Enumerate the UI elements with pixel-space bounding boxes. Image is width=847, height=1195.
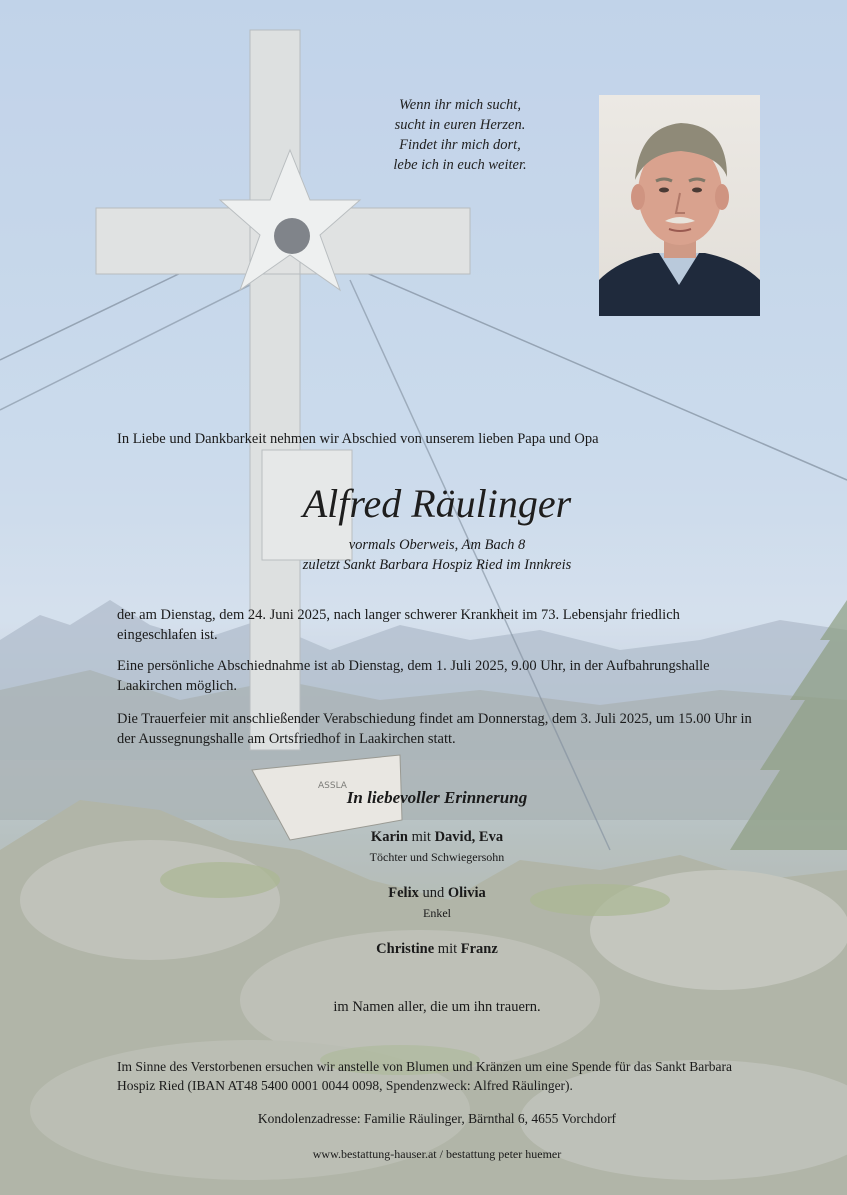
- former-address: vormals Oberweis, Am Bach 8: [348, 537, 526, 553]
- death-notice-paragraph: der am Dienstag, dem 24. Juni 2025, nach langer schwerer Krankheit im 73. Lebensjahr friedlich eingeschlafen ist.: [117, 607, 680, 643]
- mourner-name: Olivia: [447, 885, 486, 901]
- last-address: zuletzt Sankt Barbara Hospiz Ried im Innkreis: [302, 557, 572, 573]
- portrait-drawing: [599, 95, 760, 316]
- donation-notice: Im Sinne des Verstorbenen ersuchen wir anstelle von Blumen und Kränzen um eine Spende für das Sankt Barbara Hospiz Ried (IBAN AT48 5400 0001 0044 0098, Spendenzweck: Alfred Räulinger).: [117, 1059, 732, 1093]
- mourner-relation: Töchter und Schwiegersohn: [369, 850, 505, 864]
- mourner-name: Franz: [460, 941, 498, 957]
- mourner-name: Christine: [376, 941, 435, 957]
- closing-text: im Namen aller, die um ihn trauern.: [333, 999, 541, 1015]
- poem-line: lebe ich in euch weiter.: [393, 157, 527, 173]
- funeral-paragraph: Die Trauerfeier mit anschließender Verabschiedung findet am Donnerstag, dem 3. Juli 2025, um 15.00 Uhr in der Aussegnungshalle am Ortsfriedhof in Laakirchen statt.: [117, 711, 752, 747]
- remembrance-heading: In liebevoller Erinnerung: [346, 788, 528, 807]
- viewing-paragraph: Eine persönliche Abschiednahme ist ab Dienstag, dem 1. Juli 2025, 9.00 Uhr, in der Aufbahrungshalle Laakirchen möglich.: [117, 658, 710, 694]
- mourner-line: [0, 941, 847, 958]
- mourner-joiner: und: [418, 885, 448, 901]
- summit-sign-text: ASSLA: [318, 781, 347, 791]
- poem-line: Wenn ihr mich sucht,: [399, 97, 521, 113]
- deceased-name: Alfred Räulinger: [302, 481, 572, 526]
- funeral-home-website: www.bestattung-hauser.at / bestattung peter huemer: [312, 1147, 562, 1161]
- mourner-joiner: mit: [407, 829, 435, 845]
- condolence-address: Kondolenzadresse: Familie Räulinger, Bärnthal 6, 4655 Vorchdorf: [257, 1111, 617, 1126]
- portrait-photo: [599, 95, 760, 316]
- mourner-joiner: mit: [434, 941, 461, 957]
- poem-line: Findet ihr mich dort,: [399, 137, 521, 153]
- mourner-name: David, Eva: [434, 829, 504, 845]
- mourner-relation: Enkel: [423, 906, 451, 920]
- mourner-name: Felix: [388, 885, 419, 901]
- mourner-line: [0, 829, 847, 846]
- poem-line: sucht in euren Herzen.: [394, 117, 526, 133]
- intro-text: In Liebe und Dankbarkeit nehmen wir Abschied von unserem lieben Papa und Opa: [117, 431, 599, 447]
- poem: [360, 95, 560, 175]
- mourner-line: [0, 885, 847, 902]
- mourner-name: Karin: [370, 829, 408, 845]
